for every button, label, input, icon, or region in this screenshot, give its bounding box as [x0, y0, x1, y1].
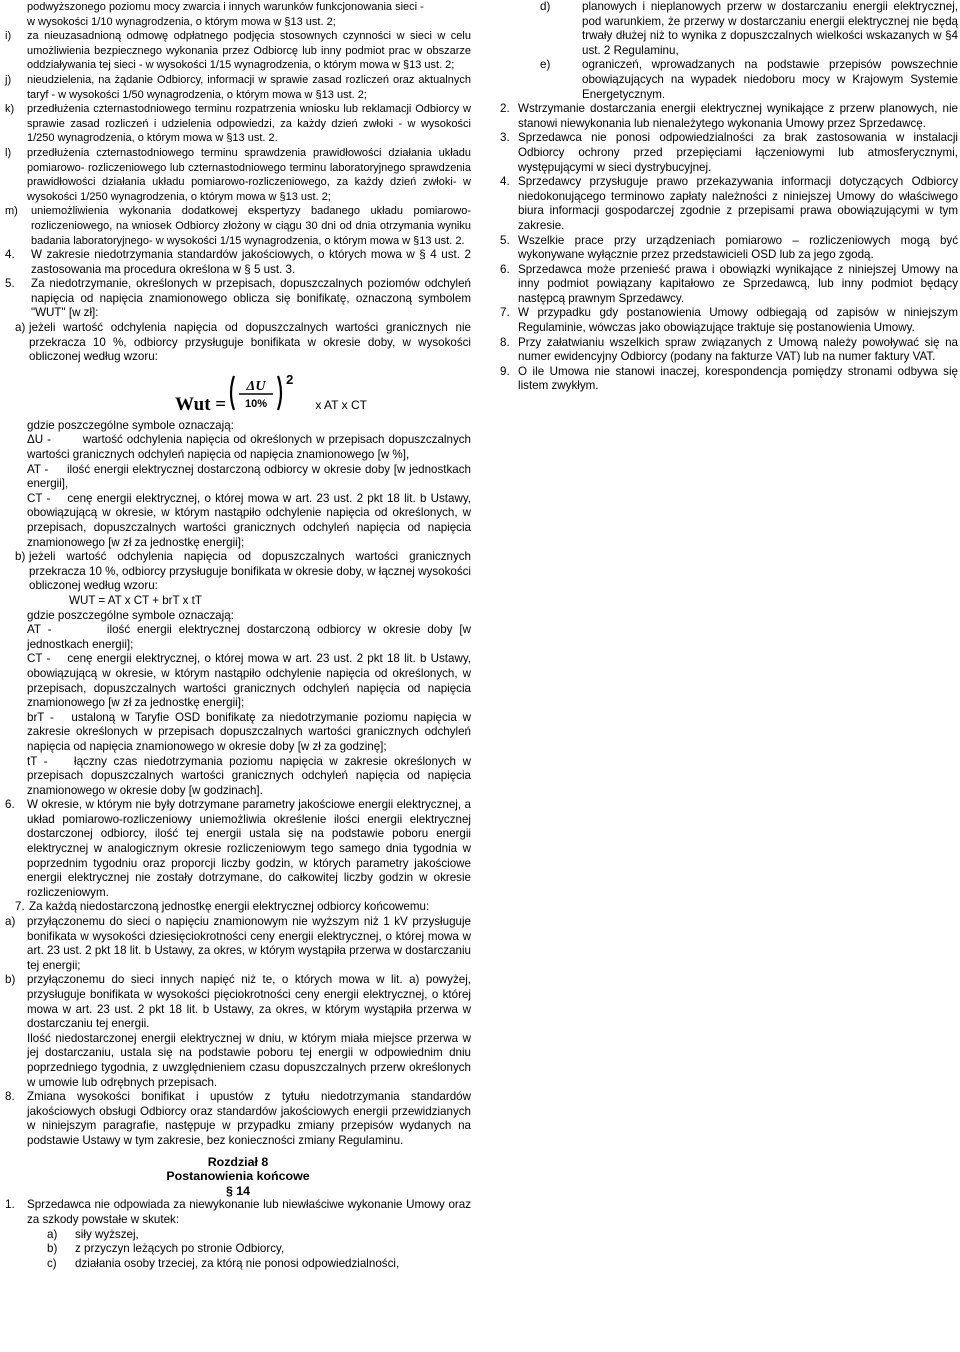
list-text: przyłączonemu do sieci o napięciu znamionowym nie wyższym niż 1 kV przysługuje bonifikata w wysokości dziesięciokrotności ceny energii elektrycznej, o której mowa w art. 23 ust. 2 pkt 18 lit. b Ustawy, za okres, w którym wystąpiła przerwa w dostarczaniu tej energii; [27, 915, 471, 972]
continued-item-h [5, 0, 471, 29]
list-text: Sprzedawca może przenieść prawa i obowiązki wynikające z niniejszej Umowy na inny podmiot powiązany kapitałowo ze Sprzedawcą, lub inny podmiot będący następcą prawnym Sprzedawcy. [518, 262, 958, 305]
list-marker: a) [47, 1227, 58, 1241]
item-8 [5, 1090, 471, 1148]
list-text: jeżeli wartość odchylenia napięcia od dopuszczalnych wartości granicznych przekracza 10 %, odbiorcy przysługuje bonifikata w okresie doby, w łącznej wysokości obliczonej według wzoru: [29, 550, 471, 593]
wut-formula-b: WUT = AT x CT + brT x tT [69, 593, 202, 607]
list-text: przedłużenia czternastodniowego terminu sprawdzenia prawidłowości działania układu pomiarowo- rozliczeniowego lub czternastodniowego terminu laboratoryjnego sprawdzenia prawidłowości działania układu pomiarowo-rozliczeniowego, za każdy dzień zwłoki- w wysokości 1/250 wynagrodzenia, o którym mowa w §13 ust. 2; [27, 146, 471, 203]
paragraph: podwyższonego poziomu mocy zwarcia i innych warunków funkcjonowania sieci - [27, 1, 424, 13]
list-marker: b) [47, 1242, 58, 1256]
list-text: działania osoby trzeciej, za którą nie ponosi odpowiedzialności, [75, 1256, 400, 1270]
list-marker: 6. [500, 262, 510, 276]
list-marker: 4. [5, 248, 15, 262]
list-item [500, 175, 958, 233]
s14-item-1 [5, 1198, 471, 1227]
list-marker: 4. [500, 175, 510, 189]
symbol: brT - [27, 710, 54, 724]
list-item [5, 73, 471, 102]
symbol-text: ilość energii elektrycznej dostarczoną odbiorcy w okresie doby [w jednostkach energii]; [27, 623, 471, 651]
list-marker: l) [5, 146, 12, 159]
list-marker: a) [15, 321, 26, 335]
symbol: AT - [27, 462, 49, 476]
list-marker: 8. [5, 1090, 15, 1104]
list-item [500, 131, 958, 175]
numbered-list [496, 102, 958, 394]
list-text: uniemożliwienia wykonania dodatkowej ekspertyzy badanego układu pomiarowo-rozliczeniowego, na wniosek Odbiorcy złożony w ciągu 30 dni od dnia otrzymania wyniku badania laboratoryjnego- w wysokości 1/15 wynagrodzenia, o którym mowa w §13 ust. 2. [31, 205, 471, 247]
formula-denominator: 10% [245, 397, 268, 410]
symbol-text: łączny czas niedotrzymania poziomu napięcia w zakresie określonych w przepisach dopuszczalnych wartości granicznych odchyleń napięcia od napięcia znamionowego w okresie doby [w godzinach]. [27, 754, 471, 797]
list-text: W okresie, w którym nie były dotrzymane parametry jakościowe energii elektrycznej, a układ pomiarowo-rozliczeniowy uniemożliwia określenie ilości energii elektrycznej dostarczonej odbiorcy, ilość tej energii ustala się na podstawie poboru energii elektrycznej w analogicznym okresie rozliczeniowym tego samego dnia tygodnia w poprzednim tygodniu oraz proporcji liczby godzin, w których parametry jakościowe energii elektrycznej nie zostały dotrzymane, do całkowitej liczby godzin w okresie rozliczeniowym. [27, 798, 471, 899]
list-marker: d) [540, 0, 551, 13]
right-column [496, 0, 958, 394]
symbol-text: ustaloną w Taryfie OSD bonifikatę za niedotrzymanie poziomu napięcia w zakresie określonych w przepisach dopuszczalnych wartości granicznych odchyleń napięcia od napięcia znamionowego w okresie doby [w zł za godzinę]; [27, 710, 471, 753]
list-marker: 3. [500, 131, 510, 145]
chapter-heading: Rozdział 8 [207, 1154, 269, 1169]
list-marker: 5. [500, 233, 510, 247]
item-4 [5, 248, 471, 277]
item-5 [5, 277, 471, 321]
list-item [47, 1228, 471, 1243]
symbol-definition [27, 711, 471, 755]
chapter-title: Postanowienia końcowe [166, 1169, 310, 1184]
list-item [5, 146, 471, 204]
list-marker: e) [540, 58, 551, 72]
list-marker: 5. [5, 277, 15, 291]
formula-numerator: ΔU [246, 378, 266, 394]
list-marker: 7. [15, 900, 25, 914]
list-item [5, 102, 471, 146]
list-marker: 6. [5, 798, 15, 812]
list-item [500, 263, 958, 307]
list-marker: b) [15, 550, 26, 564]
symbols-intro: gdzie poszczególne symbole oznaczają: [27, 608, 234, 622]
list-marker: i) [5, 30, 12, 43]
list-marker: 2. [500, 102, 510, 116]
wut-formula [175, 369, 471, 416]
list-text: Zmiana wysokości bonifikat i upustów z tytułu niedotrzymania standardów jakościowych obsługi Odbiorcy oraz standardów jakościowych energii przewidzianych w niniejszym paragrafie, następuje w przypadku zmiany przepisów wydanych na podstawie Ustawy w tym zakresie, bez konieczności zmiany Regulaminu. [27, 1090, 471, 1147]
list-text: Sprzedawcy przysługuje prawo przekazywania informacji dotyczących Odbiorcy niedokonującego terminowo zapłaty należności z niniejszej Umowy do właściwego biura informacji gospodarczej zgodnie z przepisami prawa obowiązującymi w tym zakresie. [518, 175, 958, 232]
list-text: O ile Umowa nie stanowi inaczej, korespondencja pomiędzy stronami odbywa się listem zwykłym. [518, 364, 958, 393]
list-text: Za niedotrzymanie, określonych w przepisach, dopuszczalnych poziomów odchyleń napięcia od napięcia znamionowego oblicza się bonifikatę, oznaczoną symbolem "WUT" [w zł]: [31, 277, 471, 320]
list-item [500, 234, 958, 263]
symbol-definition [27, 623, 471, 652]
list-item [47, 1242, 471, 1257]
left-column [5, 0, 471, 1271]
symbol-text: ilość energii elektrycznej dostarczoną odbiorcy w okresie doby [w jednostkach energii], [27, 462, 471, 491]
list-item [540, 0, 958, 58]
list-text: Wstrzymanie dostarczania energii elektrycznej wynikające z przerw planowych, nie stanowi niewykonania lub nienależytego wykonania Umowy przez Sprzedawcę. [518, 102, 958, 130]
item-7a [5, 915, 471, 973]
symbol-definition [27, 652, 471, 710]
list-i-to-m [5, 29, 471, 248]
list-text: Sprzedawca nie ponosi odpowiedzialności za brak zastosowania w instalacji Odbiorcy ochrony przed przepięciami łączeniowymi lub atmosferycznymi, występującymi w sieci dystrybucyjnej. [518, 131, 958, 174]
symbol-definition [27, 463, 471, 492]
item-5a [5, 321, 471, 365]
list-item [500, 306, 958, 335]
symbol: tT - [27, 754, 48, 768]
item-5b [5, 550, 471, 594]
list-item [500, 102, 958, 131]
item-6 [5, 798, 471, 900]
list-text: ograniczeń, wprowadzanych na podstawie przepisów powszechnie obowiązujących na wypadek niedoboru mocy w Krajowym Systemie Energetycznym. [582, 58, 958, 101]
list-marker: 1. [5, 1198, 15, 1212]
paragraph: w wysokości 1/10 wynagrodzenia, o którym mowa w §13 ust. 2; [27, 15, 336, 28]
list-marker: k) [5, 103, 15, 116]
symbol-text: cenę energii elektrycznej, o której mowa w art. 23 ust. 2 pkt 18 lit. b Ustawy, obowiązującą w okresie, w którym nastąpiło odchylenie napięcia od określonych, w przepisach, dopuszczalnych wartości granicznych odchyleń napięcia od napięcia znamionowego [w zł za jednostkę energii]; [27, 491, 472, 549]
list-item [500, 365, 958, 394]
list-marker: 9. [500, 364, 510, 378]
symbol-definition [27, 755, 471, 799]
symbol-text: cenę energii elektrycznej, o której mowa w art. 23 ust. 2 pkt 18 lit. b Ustawy, obowiązującą w okresie, w którym nastąpiło odchylenie napięcia od określonych, w przepisach, dopuszczalnych wartości granicznych odchyleń napięcia od napięcia znamionowego [w zł za jednostkę energii]; [27, 652, 472, 710]
list-marker: 7. [500, 306, 510, 320]
symbols-intro: gdzie poszczególne symbole oznaczają: [27, 418, 234, 432]
s14-sublist [5, 1228, 471, 1272]
list-item [47, 1257, 471, 1272]
list-marker: j) [5, 73, 12, 86]
list-d-e [496, 0, 958, 102]
symbol: AT - [27, 623, 52, 637]
list-marker: 8. [500, 335, 510, 349]
list-marker: m) [5, 205, 18, 218]
list-text: planowych i nieplanowych przerw w dostarczaniu energii elektrycznej, pod warunkiem, że przerwy w dostarczaniu energii elektrycznej nie będą trwały dłużej niż to wynika z dopuszczalnych wielkości wskazanych w §4 ust. 2 Regulaminu, [582, 0, 958, 57]
list-marker: c) [47, 1256, 57, 1270]
list-item [540, 58, 958, 102]
formula-fraction [226, 373, 286, 413]
symbol: CT - [27, 491, 51, 505]
list-item [5, 29, 471, 73]
list-text: jeżeli wartość odchylenia napięcia od dopuszczalnych wartości granicznych nie przekracza 10 %, odbiorcy przysługuje bonifikata w okresie doby, w wysokości obliczonej według wzoru: [29, 321, 471, 364]
item-7 [5, 900, 471, 915]
formula-lhs: Wut = [175, 394, 227, 416]
symbol: CT - [27, 652, 51, 666]
list-text: siły wyższej, [75, 1227, 139, 1241]
list-text: za nieuzasadnioną odmowę odpłatnego podjęcia stosownych czynności w sieci w celu umożliwienia bezpiecznego wykonania przez Odbiorcę lub inny podmiot prac w obszarze oddziaływania tej sieci - w wysokości 1/15 wynagrodzenia, o którym mowa w §13 ust. 2; [27, 30, 471, 72]
symbol-definition [27, 433, 471, 462]
list-text: nieudzielenia, na żądanie Odbiorcy, informacji w sprawie zasad rozliczeń oraz aktualnych taryf - w wysokości 1/50 wynagrodzenia, o którym mowa w §13 ust. 2; [27, 73, 471, 101]
item-7-paragraph: Ilość niedostarczonej energii elektrycznej w dniu, w którym miała miejsce przerwa w jej dostarczaniu, ustala się na podstawie poboru tej energii w odpowiednim dniu poprzedniego tygodnia, z uwzględnieniem czasu dopuszczalnych przerw określonych w umowie lub odrębnych przepisach. [27, 1031, 471, 1089]
list-item [500, 336, 958, 365]
formula-tail: x AT x CT [315, 398, 367, 413]
list-marker: b) [5, 973, 16, 987]
list-text: Wszelkie prace przy urządzeniach pomiarowo – rozliczeniowych mogą być wykonywane wyłącznie przez przedstawicieli OSD lub za jego zgodą. [518, 233, 958, 262]
list-text: przedłużenia czternastodniowego terminu rozpatrzenia wniosku lub reklamacji Odbiorcy w sprawie zasad rozliczeń i udzielenia odpowiedzi, za każdy dzień zwłoki - w wysokości 1/250 wynagrodzenia, o którym mowa w §13 ust. 2. [27, 103, 471, 145]
symbols-a [5, 419, 471, 550]
symbols-b [5, 609, 471, 799]
symbol-text: wartość odchylenia napięcia od określonych w przepisach dopuszczalnych wartości granicznych odchyleń napięcia od napięcia znamionowego [w %], [27, 433, 471, 462]
symbol-definition [27, 492, 471, 550]
list-text: W zakresie niedotrzymania standardów jakościowych, o których mowa w § 4 ust. 2 zastosowania ma procedura określona w § 5 ust. 3. [31, 248, 471, 276]
list-text: Przy załatwianiu wszelkich spraw związanych z Umową należy powoływać się na numer ewidencyjny Odbiorcy (podany na fakturze VAT) lub na numer faktury VAT. [518, 335, 958, 364]
list-item [5, 204, 471, 248]
list-text: Sprzedawca nie odpowiada za niewykonanie lub niewłaściwe wykonanie Umowy oraz za szkody powstałe w skutek: [27, 1198, 471, 1226]
section-heading: § 14 [225, 1183, 251, 1198]
list-text: z przyczyn leżących po stronie Odbiorcy, [75, 1242, 285, 1256]
symbol: ΔU - [27, 433, 51, 447]
formula-exponent: 2 [286, 371, 294, 387]
item-7b [5, 973, 471, 1031]
list-marker: a) [5, 915, 16, 929]
list-text: Za każdą niedostarczoną jednostkę energii elektrycznej odbiorcy końcowemu: [29, 900, 430, 914]
list-text: W przypadku gdy postanowienia Umowy odbiegają od zapisów w niniejszym Regulaminie, wówczas jako obowiązujące traktuje się postanowienia Umowy. [518, 306, 958, 335]
list-text: przyłączonemu do sieci innych napięć niż te, o których mowa w lit. a) powyżej, przysługuje bonifikata w wysokości pięciokrotności ceny energii elektrycznej, o której mowa w art. 23 ust. 2 pkt 18 lit. b Ustawy, za okres, w którym wystąpiła przerwa w dostarczaniu tej energii. [27, 973, 471, 1031]
